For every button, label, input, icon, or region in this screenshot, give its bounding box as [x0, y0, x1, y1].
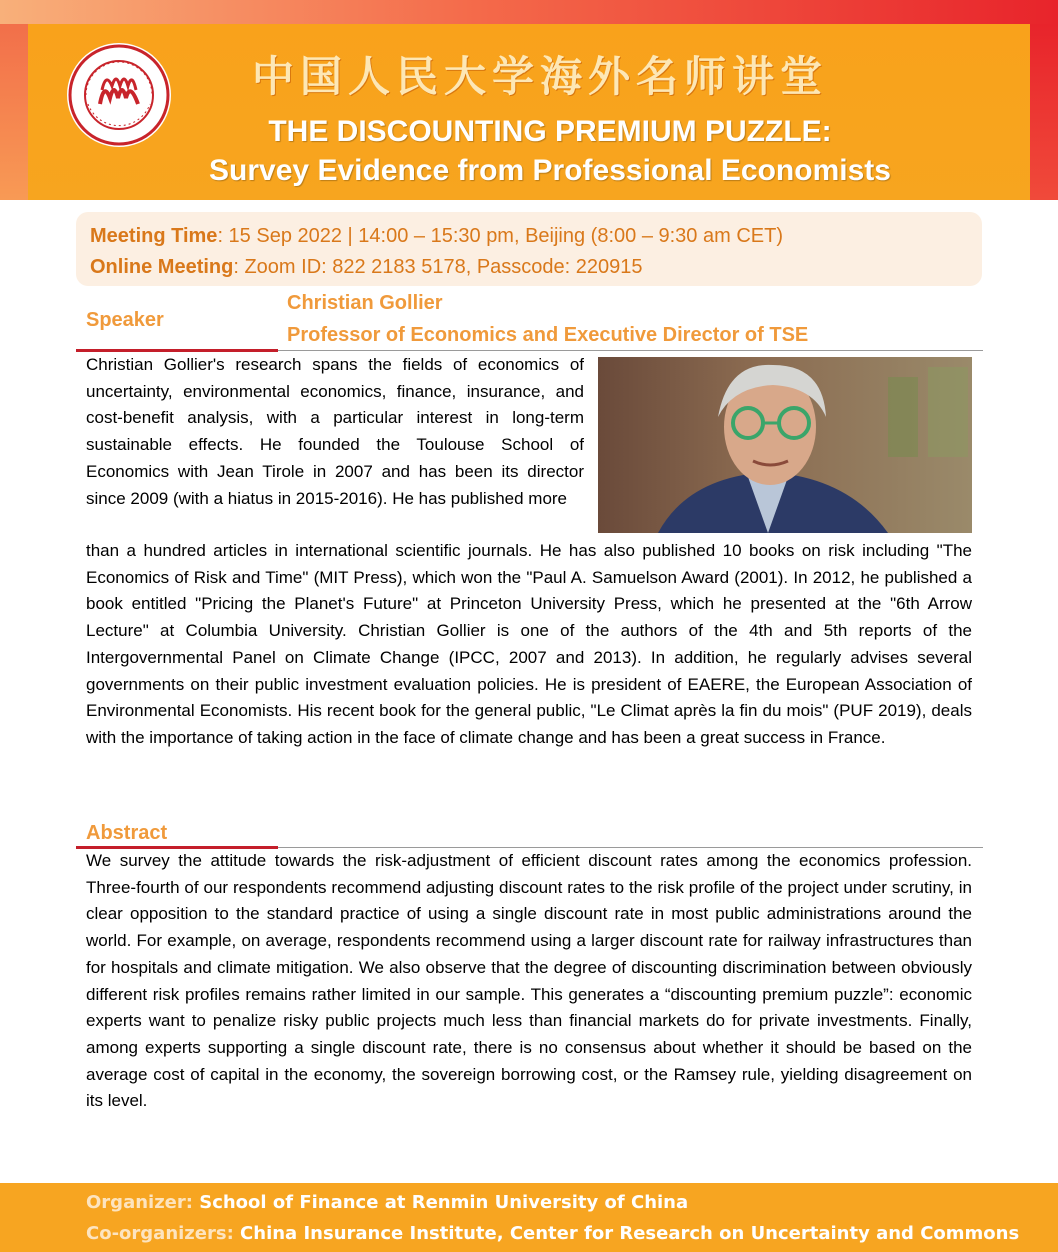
abstract-text: We survey the attitude towards the risk-adjustment of efficient discount rates among the economics profession. Three-fourth of our respondents recommend adjusting discount rates to the risk profile of the project under scrutiny, in clear opposition to the standard practice of using a single discount rate in most public administrations around the world. For example, on average, respondents recommend using a larger discount rate for railway infrastructures than for hospitals and climate mitigation. We also observe that the degree of discounting discrimination between obviously different risk profiles remains rather limited in our sample. This generates a “discounting premium puzzle”: economic experts want to penalize risky public projects much less than financial markets do for private investments. Finally, among experts supporting a single discount rate, there is no consensus about whether it should be based on the average cost of capital in the economy, the sovereign borrowing cost, or the Ramsey rule, yielding disagreement on its level.: [86, 851, 972, 1111]
top-gradient-strip: [0, 0, 1058, 24]
footer-bar: [0, 1183, 1058, 1252]
lecture-title-line1: THE DISCOUNTING PREMIUM PUZZLE:: [268, 115, 832, 148]
organizer-value: School of Finance at Renmin University of China: [192, 1192, 689, 1213]
speaker-name: Christian Gollier: [287, 292, 443, 314]
meeting-time-value: : 15 Sep 2022 | 14:00 – 15:30 pm, Beijing (8:00 – 9:30 am CET): [217, 225, 783, 247]
meeting-info-box: [76, 212, 982, 286]
coorganizer-line: [86, 1223, 1019, 1244]
meeting-time-line: [90, 225, 783, 248]
abstract-label: Abstract: [86, 822, 168, 844]
online-meeting-label: Online Meeting: [90, 256, 234, 278]
left-accent-bar: [0, 24, 28, 200]
online-meeting-line: [90, 256, 643, 279]
speaker-label: Speaker: [86, 309, 164, 331]
speaker-bio-part2: than a hundred articles in international scientific journals. He has also published 10 books on risk including "The Economics of Risk and Time" (MIT Press), which won the "Paul A. Samuelson Award (2001). In 2012, he published a book entitled "Pricing the Planet's Future" at Princeton University Press, which he presented at the "6th Arrow Lecture" at Columbia University. Christian Gollier is one of the authors of the 4th and 5th reports of the Intergovernmental Panel on Climate Change (IPCC, 2007 and 2013). In addition, he regularly advises several governments on their public investment evaluation policies. He is president of EAERE, the European Association of Environmental Economists. His recent book for the general public, "Le Climat après la fin du mois" (PUF 2019), deals with the importance of taking action in the face of climate change and has been a great success in France.: [86, 541, 972, 747]
coorganizer-label: Co-organizers:: [86, 1223, 234, 1244]
speaker-gray-rule: [278, 350, 983, 351]
organizer-label: Organizer:: [86, 1192, 193, 1213]
coorganizer-value: China Insurance Institute, Center for Research on Uncertainty and Commons: [233, 1223, 1020, 1244]
speaker-photo: [598, 357, 972, 533]
speaker-role: Professor of Economics and Executive Director of TSE: [287, 324, 809, 346]
online-meeting-value: : Zoom ID: 822 2183 5178, Passcode: 220915: [233, 256, 643, 278]
lecture-title-line2: Survey Evidence from Professional Economists: [209, 154, 891, 187]
speaker-bio-part1: Christian Gollier's research spans the fields of economics of uncertainty, environmental economics, finance, insurance, and cost-benefit analysis, with a particular interest in long-term sustainable effects. He founded the Toulouse School of Economics with Jean Tirole in 2007 and has been its director since 2009 (with a hiatus in 2015-2016). He has published more: [86, 355, 584, 508]
meeting-time-label: Meeting Time: [90, 225, 218, 247]
organizer-line: [86, 1192, 688, 1213]
chinese-title: 中国人民大学海外名师讲堂: [251, 52, 828, 101]
